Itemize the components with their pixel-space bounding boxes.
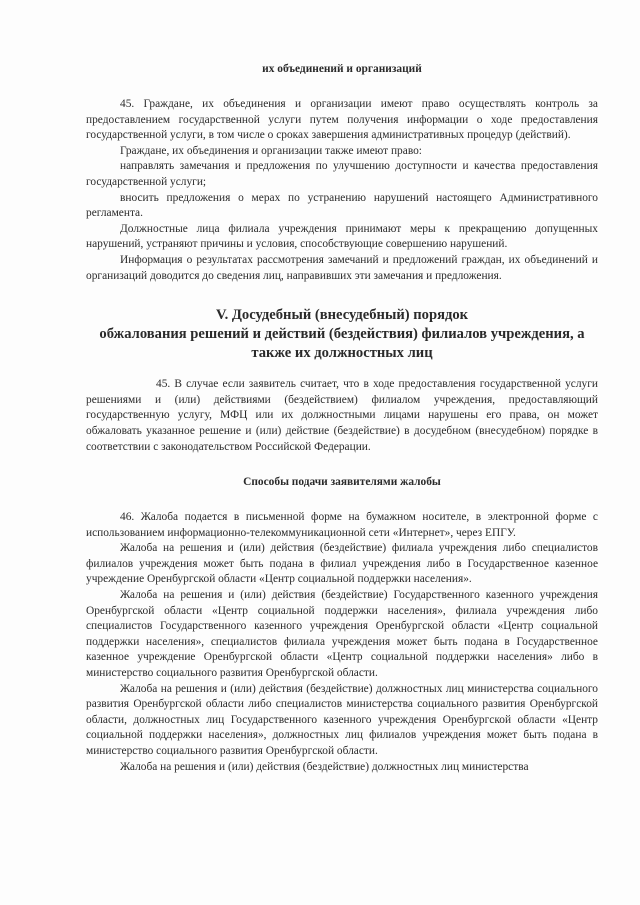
paragraph-46-complaint-form: 46. Жалоба подается в письменной форме на бумажном носителе, в электронной форме с использованием информационно-телекоммуникационной сети «Интернет», через ЕПГУ. — [86, 511, 598, 539]
paragraph-officials-measures: Должностные лица филиала учреждения принимают меры к прекращению допущенных нарушений, устраняют причины и условия, способствующие совершению нарушений. — [86, 222, 598, 251]
paragraph-complaint-ministry: Жалоба на решения и (или) действия (бездействие) должностных лиц министерства социального развития Оренбургской области либо специалистов министерства социального развития Оренбургской области, должностных лиц Государственного казенного учреждения Оренбургской области «Центр социальной поддержки населения», должностных лиц филиалов учреждения может быть подана в министерство социального развития Оренбургской области. — [86, 682, 598, 757]
subsection-heading-complaint-methods: Способы подачи заявителями жалобы — [243, 476, 441, 489]
section-iv-heading-tail: их объединений и организаций — [262, 63, 422, 75]
section-v-title-line-1: V. Досудебный (внесудебный) порядок — [215, 307, 469, 324]
paragraph-45-control: 45. Граждане, их объединения и организации имеют право осуществлять контроль за предоставлением государственной услуги путем получения информации о ходе предоставления государственной услуги, в том числе о сроках завершения административных процедур (действий). — [86, 98, 598, 142]
paragraph-rights-proposals: вносить предложения о мерах по устранению нарушений настоящего Административного регламента. — [86, 191, 598, 220]
paragraph-rights-intro: Граждане, их объединения и организации также имеют право: — [120, 144, 422, 157]
section-v-title-line-3: также их должностных лиц — [251, 345, 433, 362]
page-content — [86, 62, 598, 775]
paragraph-45-appeal: 45. В случае если заявитель считает, что в ходе предоставления государственной услуги решениями и (или) действиями (бездействием) филиалом учреждения, предоставляющий государственную услугу, МФЦ или их должностными лицами нарушены его права, он может обжаловать указанное решение и (или) действие (бездействие) в досудебном (внесудебном) порядке в соответствии с законодательством Российской Федерации. — [86, 378, 598, 453]
section-v-title-line-2: обжалования решений и действий (бездействия) филиалов учреждения, а — [99, 326, 585, 343]
paragraph-complaint-ministry-officials: Жалоба на решения и (или) действия (бездействие) должностных лиц министерства — [120, 760, 529, 773]
paragraph-rights-remarks: направлять замечания и предложения по улучшению доступности и качества предоставления государственной услуги; — [86, 160, 598, 188]
paragraph-results-info: Информация о результатах рассмотрения замечаний и предложений граждан, их объединений и организаций доводится до сведения лиц, направивших эти замечания и предложения. — [86, 253, 598, 282]
paragraph-complaint-center: Жалоба на решения и (или) действия (бездействие) Государственного казенного учреждения Оренбургской области «Центр социальной поддержки населения», филиала учреждения либо специалистов Государственного казенного учреждения Оренбургской области «Центр социальной поддержки населения», специалистов филиала учреждения может быть подана в Государственное казенное учреждение Оренбургской области «Центр социальной поддержки населения» либо в министерство социального развития Оренбургской области. — [86, 589, 598, 680]
paragraph-complaint-branch: Жалоба на решения и (или) действия (бездействие) филиала учреждения либо специалистов филиалов учреждения может быть подана в филиал учреждения либо в Государственное казенное учреждение Оренбургской области «Центр социальной поддержки населения». — [86, 542, 598, 586]
